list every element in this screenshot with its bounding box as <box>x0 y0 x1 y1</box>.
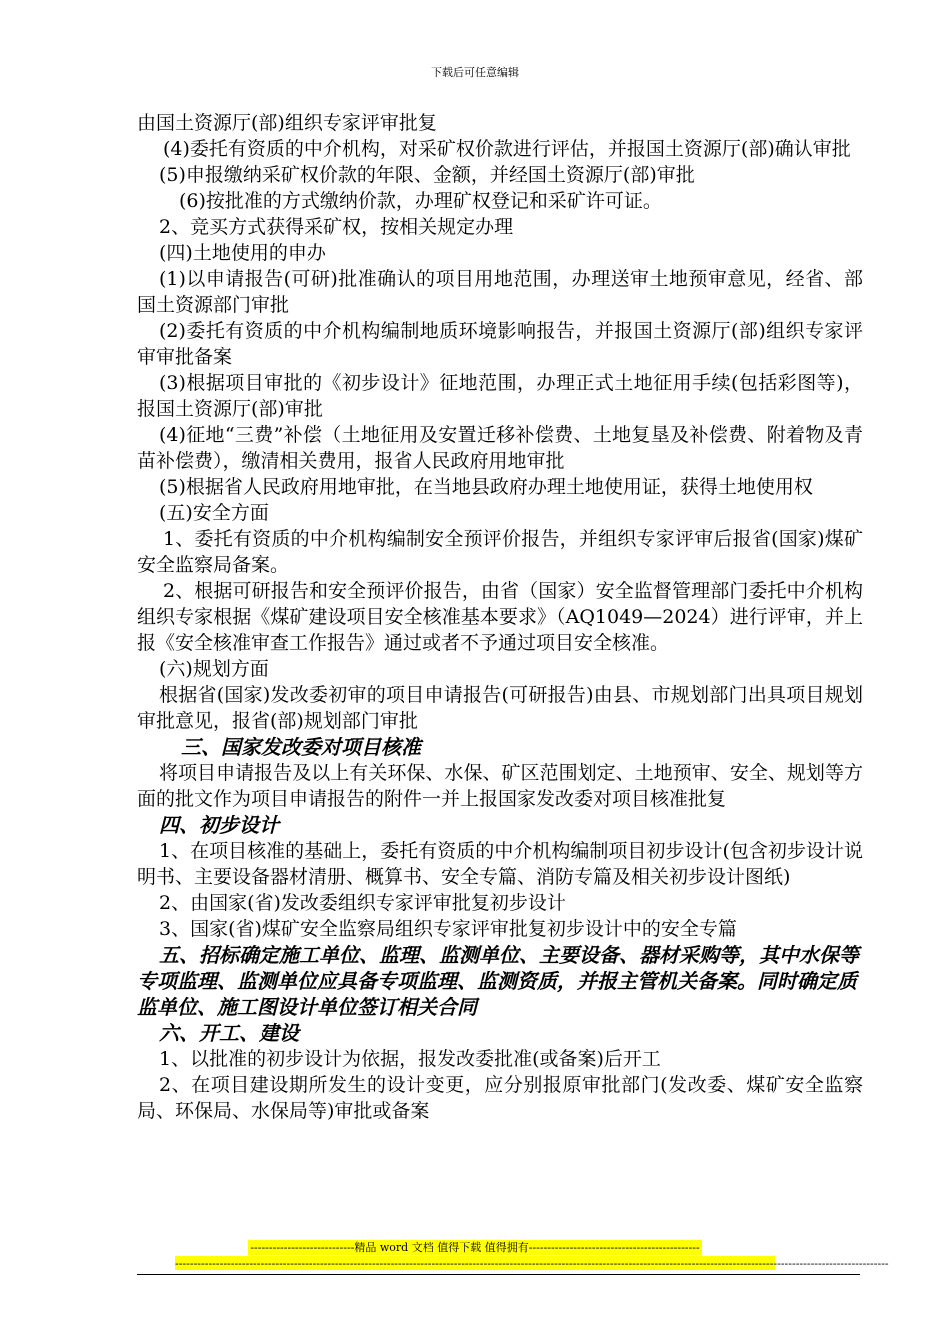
page-footer <box>0 1240 950 1270</box>
footer-dashes: ------------------------------------------------------------------------------------------------------------------------------------------------------------------------------------------------ <box>175 1257 889 1270</box>
paragraph: (2)委托有资质的中介机构编制地质环境影响报告，并报国土资源厅(部)组织专家评审审批备案 <box>137 320 863 368</box>
paragraph: 1、委托有资质的中介机构编制安全预评价报告，并组织专家评审后报省(国家)煤矿安全监察局备案。 <box>137 528 863 576</box>
section-heading: 三、国家发改委对项目核准 <box>181 735 421 759</box>
section-heading: 六、开工、建设 <box>159 1021 299 1045</box>
paragraph: (5)申报缴纳采矿权价款的年限、金额，并经国土资源厅(部)审批 <box>159 164 695 186</box>
paragraph: 3、国家(省)煤矿安全监察局组织专家评审批复初步设计中的安全专篇 <box>159 918 737 940</box>
paragraph: 1、在项目核准的基础上，委托有资质的中介机构编制项目初步设计(包含初步设计说明书、主要设备器材清册、概算书、安全专篇、消防专篇及相关初步设计图纸) <box>137 840 863 888</box>
paragraph: (6)按批准的方式缴纳价款，办理矿权登记和采矿许可证。 <box>179 190 662 212</box>
page-header: 下载后可任意编辑 <box>431 66 519 79</box>
paragraph: 将项目申请报告及以上有关环保、水保、矿区范围划定、土地预审、安全、规划等方面的批文作为项目申请报告的附件一并上报国家发改委对项目核准批复 <box>137 762 863 810</box>
paragraph: (3)根据项目审批的《初步设计》征地范围，办理正式土地征用手续(包括彩图等)，报国土资源厅(部)审批 <box>137 372 863 420</box>
paragraph: (1)以申请报告(可研)批准确认的项目用地范围，办理送审土地预审意见，经省、部国土资源部门审批 <box>137 268 863 316</box>
section-heading: 五、招标确定施工单位、监理、监测单位、主要设备、器材采购等，其中水保等专项监理、监测单位应具备专项监理、监测资质，并报主管机关备案。同时确定质监单位、施工图设计单位签订相关合同 <box>137 943 859 1019</box>
paragraph: (五)安全方面 <box>159 502 269 524</box>
footer-rule <box>137 1274 860 1275</box>
paragraph: (六)规划方面 <box>159 658 269 680</box>
paragraph: 2、竞买方式获得采矿权，按相关规定办理 <box>159 216 514 238</box>
paragraph: 2、由国家(省)发改委组织专家评审批复初步设计 <box>159 892 566 914</box>
paragraph: 2、根据可研报告和安全预评价报告，由省（国家）安全监督管理部门委托中介机构组织专家根据《煤矿建设项目安全核准基本要求》（AQ1049—2024）进行评审，并上报《安全核准审查工作报告》通过或者不予通过项目安全核准。 <box>137 580 863 654</box>
paragraph: (4)征地“三费”补偿（土地征用及安置迁移补偿费、土地复垦及补偿费、附着物及青苗补偿费），缴清相关费用，报省人民政府用地审批 <box>137 424 863 472</box>
paragraph: 根据省(国家)发改委初审的项目申请报告(可研报告)由县、市规划部门出具项目规划审批意见，报省(部)规划部门审批 <box>137 684 863 732</box>
section-heading: 四、初步设计 <box>159 813 279 837</box>
paragraph: (四)土地使用的申办 <box>159 242 326 264</box>
paragraph: (5)根据省人民政府用地审批，在当地县政府办理土地使用证，获得土地使用权 <box>159 476 813 498</box>
footer-watermark-text: ----------------------------精品 word 文档 值得下载 值得拥有---------------------------------------------- <box>250 1241 700 1254</box>
paragraph: (4)委托有资质的中介机构，对采矿权价款进行评估，并报国土资源厅(部)确认审批 <box>163 138 851 160</box>
paragraph: 2、在项目建设期所发生的设计变更，应分别报原审批部门(发改委、煤矿安全监察局、环保局、水保局等)审批或备案 <box>137 1074 863 1122</box>
paragraph: 1、以批准的初步设计为依据，报发改委批准(或备案)后开工 <box>159 1048 661 1070</box>
paragraph: 由国土资源厅(部)组织专家评审批复 <box>137 112 437 134</box>
document-body <box>137 110 863 1124</box>
